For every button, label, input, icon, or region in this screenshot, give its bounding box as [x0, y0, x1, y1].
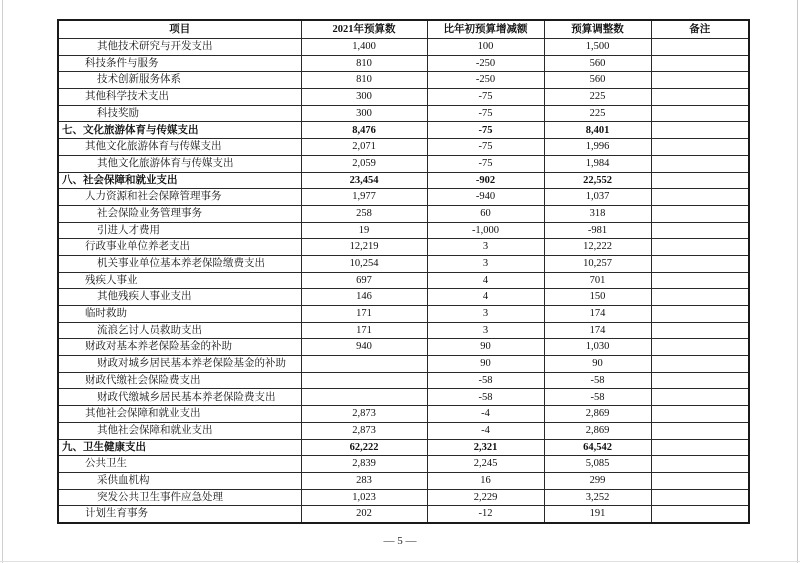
change-cell: 100 [427, 39, 544, 56]
change-cell: -4 [427, 422, 544, 439]
remark-cell [651, 389, 749, 406]
remark-cell [651, 356, 749, 373]
budget-2021-cell: 1,400 [301, 39, 427, 56]
budget-2021-cell: 19 [301, 222, 427, 239]
table-row [58, 205, 749, 222]
table-header-row [58, 20, 749, 39]
table-row [58, 239, 749, 256]
adjusted-cell: 191 [544, 506, 651, 523]
table-row [58, 406, 749, 423]
adjusted-cell: 64,542 [544, 439, 651, 456]
item-cell: 计划生育事务 [58, 506, 301, 523]
table-row [58, 189, 749, 206]
budget-2021-cell [301, 389, 427, 406]
remark-cell [651, 272, 749, 289]
header-budget-2021: 2021年预算数 [301, 20, 427, 39]
item-cell: 其他技术研究与开发支出 [58, 39, 301, 56]
adjusted-cell: 225 [544, 105, 651, 122]
change-cell: -902 [427, 172, 544, 189]
remark-cell [651, 222, 749, 239]
change-cell: 2,245 [427, 456, 544, 473]
adjusted-cell: -58 [544, 372, 651, 389]
table-row [58, 489, 749, 506]
adjusted-cell: 2,869 [544, 422, 651, 439]
item-cell: 技术创新服务体系 [58, 72, 301, 89]
budget-2021-cell: 300 [301, 89, 427, 106]
header-remark: 备注 [651, 20, 749, 39]
page-number: — 5 — [383, 535, 417, 547]
table-row [58, 356, 749, 373]
item-cell: 其他科学技术支出 [58, 89, 301, 106]
table-row [58, 506, 749, 523]
table-row [58, 456, 749, 473]
table-row [58, 389, 749, 406]
item-cell: 公共卫生 [58, 456, 301, 473]
table-row [58, 39, 749, 56]
item-cell: 八、社会保障和就业支出 [58, 172, 301, 189]
table-row [58, 439, 749, 456]
remark-cell [651, 406, 749, 423]
remark-cell [651, 372, 749, 389]
adjusted-cell: 22,552 [544, 172, 651, 189]
table-row [58, 272, 749, 289]
budget-2021-cell: 940 [301, 339, 427, 356]
adjusted-cell: -58 [544, 389, 651, 406]
adjusted-cell: 318 [544, 205, 651, 222]
budget-2021-cell: 23,454 [301, 172, 427, 189]
remark-cell [651, 289, 749, 306]
change-cell: -250 [427, 55, 544, 72]
budget-2021-cell: 2,873 [301, 422, 427, 439]
change-cell: 2,321 [427, 439, 544, 456]
adjusted-cell: 1,996 [544, 139, 651, 156]
adjusted-cell: 1,500 [544, 39, 651, 56]
adjusted-cell: 12,222 [544, 239, 651, 256]
item-cell: 采供血机构 [58, 472, 301, 489]
budget-2021-cell: 300 [301, 105, 427, 122]
remark-cell [651, 155, 749, 172]
header-adjusted: 预算调整数 [544, 20, 651, 39]
change-cell: -75 [427, 89, 544, 106]
remark-cell [651, 39, 749, 56]
budget-2021-cell: 62,222 [301, 439, 427, 456]
budget-adjustment-table [57, 19, 750, 524]
table-row [58, 105, 749, 122]
adjusted-cell: 1,984 [544, 155, 651, 172]
table-row [58, 139, 749, 156]
change-cell: 2,229 [427, 489, 544, 506]
table-row [58, 89, 749, 106]
budget-2021-cell: 171 [301, 306, 427, 323]
remark-cell [651, 489, 749, 506]
table-row [58, 322, 749, 339]
table-row [58, 122, 749, 139]
change-cell: -1,000 [427, 222, 544, 239]
table-row [58, 422, 749, 439]
remark-cell [651, 239, 749, 256]
budget-2021-cell [301, 356, 427, 373]
budget-2021-cell: 10,254 [301, 255, 427, 272]
change-cell: -58 [427, 372, 544, 389]
remark-cell [651, 422, 749, 439]
adjusted-cell: 10,257 [544, 255, 651, 272]
page-edge-bottom [0, 561, 800, 562]
budget-2021-cell: 2,873 [301, 406, 427, 423]
remark-cell [651, 322, 749, 339]
adjusted-cell: 174 [544, 322, 651, 339]
item-cell: 七、文化旅游体育与传媒支出 [58, 122, 301, 139]
budget-2021-cell: 2,071 [301, 139, 427, 156]
adjusted-cell: 150 [544, 289, 651, 306]
change-cell: -4 [427, 406, 544, 423]
table-row [58, 289, 749, 306]
budget-2021-cell: 202 [301, 506, 427, 523]
change-cell: -75 [427, 105, 544, 122]
item-cell: 人力资源和社会保障管理事务 [58, 189, 301, 206]
adjusted-cell: 90 [544, 356, 651, 373]
item-cell: 财政代缴城乡居民基本养老保险费支出 [58, 389, 301, 406]
item-cell: 其他社会保障和就业支出 [58, 406, 301, 423]
remark-cell [651, 89, 749, 106]
adjusted-cell: 5,085 [544, 456, 651, 473]
adjusted-cell: 8,401 [544, 122, 651, 139]
change-cell: -75 [427, 122, 544, 139]
change-cell: -940 [427, 189, 544, 206]
budget-2021-cell: 146 [301, 289, 427, 306]
adjusted-cell: 560 [544, 55, 651, 72]
budget-2021-cell: 810 [301, 55, 427, 72]
item-cell: 行政事业单位养老支出 [58, 239, 301, 256]
remark-cell [651, 139, 749, 156]
table-row [58, 255, 749, 272]
change-cell: -12 [427, 506, 544, 523]
remark-cell [651, 255, 749, 272]
remark-cell [651, 189, 749, 206]
item-cell: 临时救助 [58, 306, 301, 323]
budget-2021-cell: 697 [301, 272, 427, 289]
change-cell: -75 [427, 155, 544, 172]
budget-2021-cell: 171 [301, 322, 427, 339]
budget-2021-cell: 1,977 [301, 189, 427, 206]
remark-cell [651, 339, 749, 356]
adjusted-cell: 560 [544, 72, 651, 89]
item-cell: 财政对基本养老保险基金的补助 [58, 339, 301, 356]
change-cell: 90 [427, 339, 544, 356]
item-cell: 财政代缴社会保险费支出 [58, 372, 301, 389]
table-row [58, 372, 749, 389]
adjusted-cell: 701 [544, 272, 651, 289]
table-row [58, 155, 749, 172]
budget-2021-cell: 8,476 [301, 122, 427, 139]
change-cell: 3 [427, 306, 544, 323]
item-cell: 其他残疾人事业支出 [58, 289, 301, 306]
budget-2021-cell: 2,839 [301, 456, 427, 473]
header-item: 项目 [58, 20, 301, 39]
change-cell: 4 [427, 289, 544, 306]
item-cell: 科技奖励 [58, 105, 301, 122]
budget-2021-cell: 283 [301, 472, 427, 489]
item-cell: 财政对城乡居民基本养老保险基金的补助 [58, 356, 301, 373]
page-edge-right [797, 0, 798, 563]
table-row [58, 306, 749, 323]
item-cell: 其他社会保障和就业支出 [58, 422, 301, 439]
change-cell: 4 [427, 272, 544, 289]
remark-cell [651, 506, 749, 523]
adjusted-cell: 2,869 [544, 406, 651, 423]
adjusted-cell: 174 [544, 306, 651, 323]
remark-cell [651, 55, 749, 72]
budget-2021-cell: 1,023 [301, 489, 427, 506]
budget-2021-cell: 258 [301, 205, 427, 222]
table-row [58, 172, 749, 189]
item-cell: 九、卫生健康支出 [58, 439, 301, 456]
item-cell: 其他文化旅游体育与传媒支出 [58, 155, 301, 172]
remark-cell [651, 172, 749, 189]
adjusted-cell: 1,037 [544, 189, 651, 206]
page-edge-left [2, 0, 3, 563]
change-cell: 16 [427, 472, 544, 489]
budget-2021-cell [301, 372, 427, 389]
table-row [58, 222, 749, 239]
budget-2021-cell: 2,059 [301, 155, 427, 172]
adjusted-cell: -981 [544, 222, 651, 239]
change-cell: 3 [427, 239, 544, 256]
change-cell: 3 [427, 322, 544, 339]
item-cell: 其他文化旅游体育与传媒支出 [58, 139, 301, 156]
adjusted-cell: 3,252 [544, 489, 651, 506]
adjusted-cell: 299 [544, 472, 651, 489]
adjusted-cell: 225 [544, 89, 651, 106]
item-cell: 科技条件与服务 [58, 55, 301, 72]
item-cell: 社会保险业务管理事务 [58, 205, 301, 222]
adjusted-cell: 1,030 [544, 339, 651, 356]
remark-cell [651, 205, 749, 222]
budget-2021-cell: 12,219 [301, 239, 427, 256]
item-cell: 引进人才费用 [58, 222, 301, 239]
remark-cell [651, 105, 749, 122]
remark-cell [651, 122, 749, 139]
change-cell: -58 [427, 389, 544, 406]
change-cell: 3 [427, 255, 544, 272]
change-cell: -250 [427, 72, 544, 89]
remark-cell [651, 72, 749, 89]
table-row [58, 472, 749, 489]
change-cell: 90 [427, 356, 544, 373]
budget-2021-cell: 810 [301, 72, 427, 89]
budget-table-body [58, 39, 749, 523]
item-cell: 流浪乞讨人员救助支出 [58, 322, 301, 339]
item-cell: 机关事业单位基本养老保险缴费支出 [58, 255, 301, 272]
table-row [58, 72, 749, 89]
item-cell: 残疾人事业 [58, 272, 301, 289]
header-change: 比年初预算增减额 [427, 20, 544, 39]
change-cell: -75 [427, 139, 544, 156]
remark-cell [651, 472, 749, 489]
item-cell: 突发公共卫生事件应急处理 [58, 489, 301, 506]
table-row [58, 55, 749, 72]
remark-cell [651, 456, 749, 473]
remark-cell [651, 439, 749, 456]
table-row [58, 339, 749, 356]
change-cell: 60 [427, 205, 544, 222]
remark-cell [651, 306, 749, 323]
